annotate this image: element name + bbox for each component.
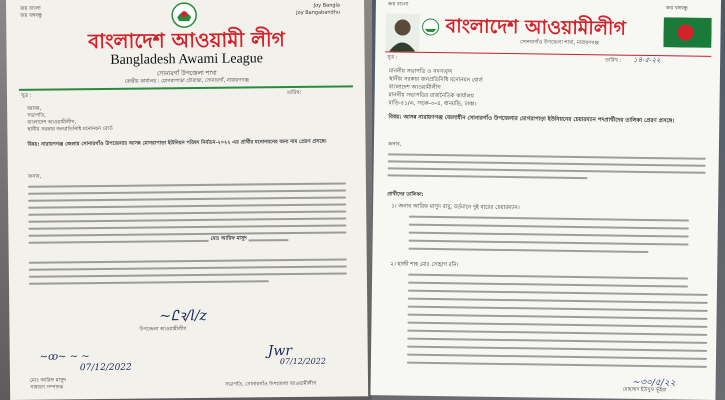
to-line: মাননীয় সভাপতি ও সদস্যবৃন্দ — [388, 68, 453, 76]
body-line — [28, 189, 346, 194]
detail-line — [407, 330, 707, 336]
detail-line — [408, 248, 648, 253]
body-line — [29, 272, 347, 277]
boat-logo — [421, 18, 439, 36]
body-line — [28, 224, 346, 229]
detail-line — [409, 240, 689, 246]
right-top-right: জয় বঙ্গবন্ধু — [665, 5, 688, 12]
left-signature: ~ꝏ~ ~ ~ — [39, 351, 90, 363]
to-line: মাননীয় সভাপতির রাজনৈতিক কার্যালয় — [388, 92, 474, 100]
portrait-photo — [385, 13, 420, 51]
top-left-line: জয় বাংলা — [20, 5, 41, 12]
to-address — [27, 105, 113, 134]
left-sign-date: 07/12/2022 — [79, 362, 132, 374]
bottom-signature: ~৩০/৫/২২ — [632, 377, 676, 389]
body-line — [28, 210, 346, 215]
subject: বিষয়: নারায়ণগঞ্জ জেলার সোনারগাঁও উপজেলার আসন্ন মোগরাপাড়া ইউনিয়ন পরিষদ নির্বাচন-২০২২ এর প্রার্থীর মনোনয়নের জন্য নাম প্রেরণ প্রসঙ্গে। — [27, 138, 327, 148]
subject: বিষয়: আসন্ন নারায়ণগঞ্জ জেলাধীন সোনারগাঁও উপজেলার মোগরাপাড়া ইউনিয়নের চেয়ারম্যান পদপ্রার্থীদের তালিকা প্রেরণ প্রসঙ্গে। — [388, 114, 675, 125]
detail-line — [409, 224, 689, 230]
to-line: স্থানীয় সরকার জনপ্রতিনিধি মনোনয়ন বোর্ড — [27, 125, 113, 133]
branch-line: সোনারগাঁও উপজেলা শাখা, নারায়ণগঞ্জ — [519, 39, 599, 47]
body-line — [28, 231, 346, 236]
right-sign-date: 07/12/2022 — [279, 356, 326, 367]
right-signature: Jwr — [267, 343, 293, 360]
detail-line — [407, 362, 707, 368]
body-line — [28, 182, 346, 187]
to-line: বাড়ি-৫১/এ, সড়ক-৩-এ, ধানমন্ডি, ঢাকা। — [388, 100, 477, 108]
to-line: বরাবর, — [27, 105, 42, 112]
name-highlight: মোঃ আরিফ মাসুদ — [208, 235, 248, 242]
detail-line — [409, 216, 689, 222]
office-address: কেন্দ্রীয় কার্যালয় : মোগরাপাড়া চৌরাস্তা, সোনারগাঁ, নারায়ণগঞ্জ — [124, 77, 249, 85]
detail-line — [408, 290, 708, 296]
title-bn: বাংলাদেশ আওয়ামী লীগ — [87, 27, 285, 54]
left-letter — [6, 0, 368, 400]
left-top-right — [296, 3, 340, 17]
handwritten-date: ১৪-৫-২২ — [633, 55, 661, 65]
awami-league-logo — [171, 2, 197, 28]
to-line: স্থানীয় সরকার জনপ্রতিনিধি মনোনয়ন বোর্ড — [388, 76, 483, 84]
body-line — [28, 203, 346, 208]
body-line — [29, 258, 347, 263]
right-sign-caption: সভাপতি, সোনারগাঁও উপজেলা আওয়ামীলীগ — [225, 380, 317, 388]
to-address — [388, 67, 482, 108]
to-line: বাংলাদেশ আওয়ামীলীগ, — [27, 119, 77, 126]
top-right-line: Joy Bangla — [313, 2, 341, 9]
date-label: তারিখ : — [605, 57, 622, 64]
date-label: তারিখ: — [286, 89, 302, 97]
detail-line — [408, 298, 708, 304]
center-signature: ~Ꮭꝛ/l/z — [159, 307, 207, 325]
right-top-left: জয় বাংলা — [387, 1, 409, 8]
top-left-line: জয় বঙ্গবন্ধু — [20, 12, 43, 19]
body-line — [388, 174, 588, 179]
detail-line — [407, 322, 707, 328]
detail-line — [409, 232, 689, 238]
to-line: বাংলাদেশ আওয়ামীলীগ — [388, 84, 441, 92]
bottom-sign-name: মোহাম্মদ ইউসুফ ভূঁইয়া — [622, 386, 667, 394]
body-line — [388, 153, 706, 159]
to-line: সভাপতি, — [27, 112, 46, 119]
candidate-1: ১। জনাব আরিফ মাসুদ বাবু, বর্তমানে দুই বারের চেয়ারম্যান। — [391, 203, 520, 212]
top-right-line: Joy Bangabandhu — [296, 9, 341, 16]
center-sign-caption: উপজেলা আওয়ামীলীগ — [139, 326, 187, 333]
title-bn: বাংলাদেশ আওয়ামীলীগ — [445, 15, 627, 40]
detail-line — [408, 282, 688, 288]
body-line — [28, 196, 346, 201]
right-letter — [370, 0, 721, 400]
ref-label: সূত্র : — [20, 92, 32, 99]
left-sign-name: মোঃ আরিফ মাসুদ — [29, 377, 66, 384]
salutation: জনাব, — [387, 141, 402, 148]
ref-label: সূত্র : — [387, 54, 398, 61]
title-en: Bangladesh Awami League — [110, 51, 264, 68]
detail-line — [408, 306, 708, 312]
detail-line — [407, 346, 707, 352]
list-heading: প্রার্থীদের তালিকা: — [387, 191, 424, 198]
left-sign-caption: সাধারণ সম্পাদক — [30, 384, 64, 391]
body-line — [29, 280, 269, 285]
header-rule — [385, 51, 711, 57]
left-top-left — [20, 6, 42, 20]
body-line — [29, 265, 347, 270]
detail-line — [408, 274, 688, 280]
body-line — [388, 167, 706, 173]
branch: সোনারগাঁ উপজেলা শাখা — [156, 69, 217, 78]
detail-line — [407, 338, 707, 344]
body-line — [28, 217, 346, 222]
candidate-2: ২। হাজী শাহ মোঃ সোহাগ রনি। — [390, 261, 459, 269]
body-line — [29, 239, 289, 244]
detail-line — [408, 314, 708, 320]
bangladesh-flag — [663, 17, 711, 48]
body-line — [388, 160, 706, 166]
salutation: জনাব, — [27, 173, 42, 180]
detail-line — [407, 354, 707, 360]
